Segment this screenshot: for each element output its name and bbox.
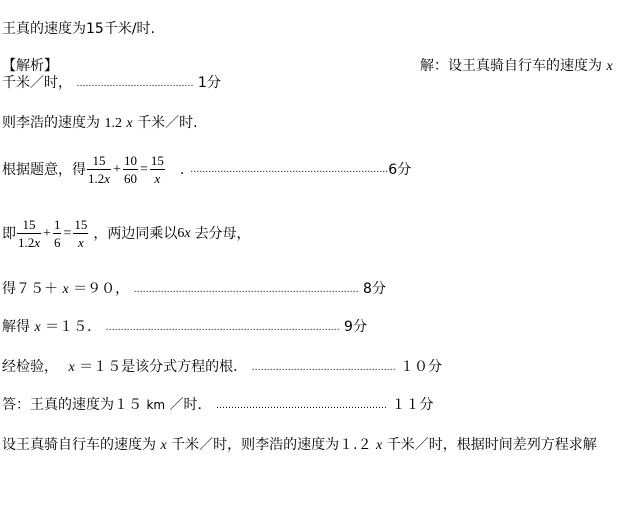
step4-dots: …………………………………………………………………	[133, 285, 359, 295]
step7-text-b: ／时．	[169, 397, 212, 413]
fraction-10-over-60	[123, 152, 138, 187]
fraction-15-over-1.2x	[87, 152, 111, 187]
step4-text: 得７５＋	[2, 281, 58, 297]
step0-line	[2, 74, 221, 93]
summary-text-c: 千米／时，根据时间差列方程求解	[386, 437, 597, 453]
step2-line	[2, 152, 411, 187]
step0-dots: …………………………………	[76, 79, 194, 89]
answer-text: 王真的速度为15千米/时.	[2, 21, 155, 37]
analysis-label-text: 【解析】	[2, 58, 58, 74]
summary-line	[2, 436, 597, 455]
step5-line	[2, 318, 367, 337]
step6-text-b: ＝１５是该分式方程的根．	[79, 359, 248, 375]
step1-coef: 1.2	[104, 116, 122, 131]
fraction-denominator: x	[77, 235, 84, 250]
solution-setup	[420, 57, 613, 76]
variable-x: x	[184, 225, 191, 241]
fraction-numerator: 15	[17, 216, 41, 234]
fraction-denominator: 1.2x	[88, 171, 111, 186]
step0-score: 1分	[197, 75, 221, 91]
plus-sign: +	[43, 225, 51, 241]
step1-unit: 千米／时.	[137, 115, 198, 131]
solution-setup-text: 解：设王真骑自行车的速度为	[420, 58, 602, 74]
variable-x: x	[126, 116, 133, 131]
fraction-denominator: x	[154, 171, 161, 186]
fraction-denominator: 60	[123, 171, 137, 186]
fraction-denominator: 6	[53, 235, 61, 250]
fraction-numerator: 10	[123, 153, 137, 168]
step5-dots: ……………………………………………………………………	[105, 323, 340, 333]
step1-line	[2, 114, 198, 133]
step7-unit: km	[146, 398, 166, 412]
step2-score: 6分	[388, 161, 412, 178]
step1-text: 则李浩的速度为	[2, 115, 100, 131]
fraction-numerator: 15	[74, 217, 88, 232]
step4-line	[2, 280, 386, 299]
equals-sign: =	[63, 225, 72, 241]
equals-sign: =	[139, 161, 148, 177]
variable-x: x	[62, 282, 69, 297]
step2-period: .	[179, 161, 185, 178]
fraction-numerator: 1	[53, 217, 61, 232]
answer-line	[2, 20, 155, 38]
fraction-numerator: 15	[150, 153, 164, 168]
step4-score: 8分	[363, 281, 386, 297]
step7-text: 答：王真的速度为１５	[2, 397, 142, 413]
variable-x: x	[606, 59, 613, 74]
step2-text: 根据题意，得	[2, 161, 86, 178]
fraction-15-over-x	[73, 216, 88, 251]
summary-text-b: 千米／时，则李浩的速度为１.２	[171, 437, 372, 453]
step3-text-c: 去分母，	[194, 225, 251, 242]
fraction-1-over-6	[53, 216, 62, 251]
summary-text-a: 设王真骑自行车的速度为	[2, 437, 156, 453]
step5-text-b: ＝１５．	[45, 319, 102, 335]
step7-line	[2, 396, 433, 415]
step6-text: 经检验，	[2, 359, 58, 375]
step3-six: 6	[177, 225, 185, 241]
step6-score: １０分	[400, 359, 443, 375]
step2-dots: …………………………………………………………	[190, 164, 389, 175]
variable-x: x	[160, 438, 167, 453]
plus-sign: +	[113, 161, 121, 177]
step6-line	[2, 358, 442, 377]
fraction-15-over-1.2x	[17, 216, 41, 251]
variable-x: x	[68, 360, 75, 375]
fraction-numerator: 15	[87, 152, 111, 170]
step3-text-b: ，两边同乘以	[93, 225, 178, 242]
step0-unit: 千米／时，	[2, 75, 72, 91]
step5-score: 9分	[344, 319, 367, 335]
analysis-label	[2, 57, 58, 75]
step4-text-b: ＝９０，	[73, 281, 130, 297]
variable-x: x	[376, 438, 383, 453]
fraction-15-over-x	[150, 152, 165, 187]
step6-dots: …………………………………………	[251, 363, 396, 373]
step7-score: １１分	[391, 397, 434, 413]
step3-text: 即	[2, 225, 16, 242]
variable-x: x	[34, 320, 41, 335]
step5-text: 解得	[2, 319, 30, 335]
step7-dots: …………………………………………………	[216, 401, 387, 411]
step3-line	[2, 216, 251, 251]
fraction-denominator: 1.2x	[18, 235, 41, 250]
